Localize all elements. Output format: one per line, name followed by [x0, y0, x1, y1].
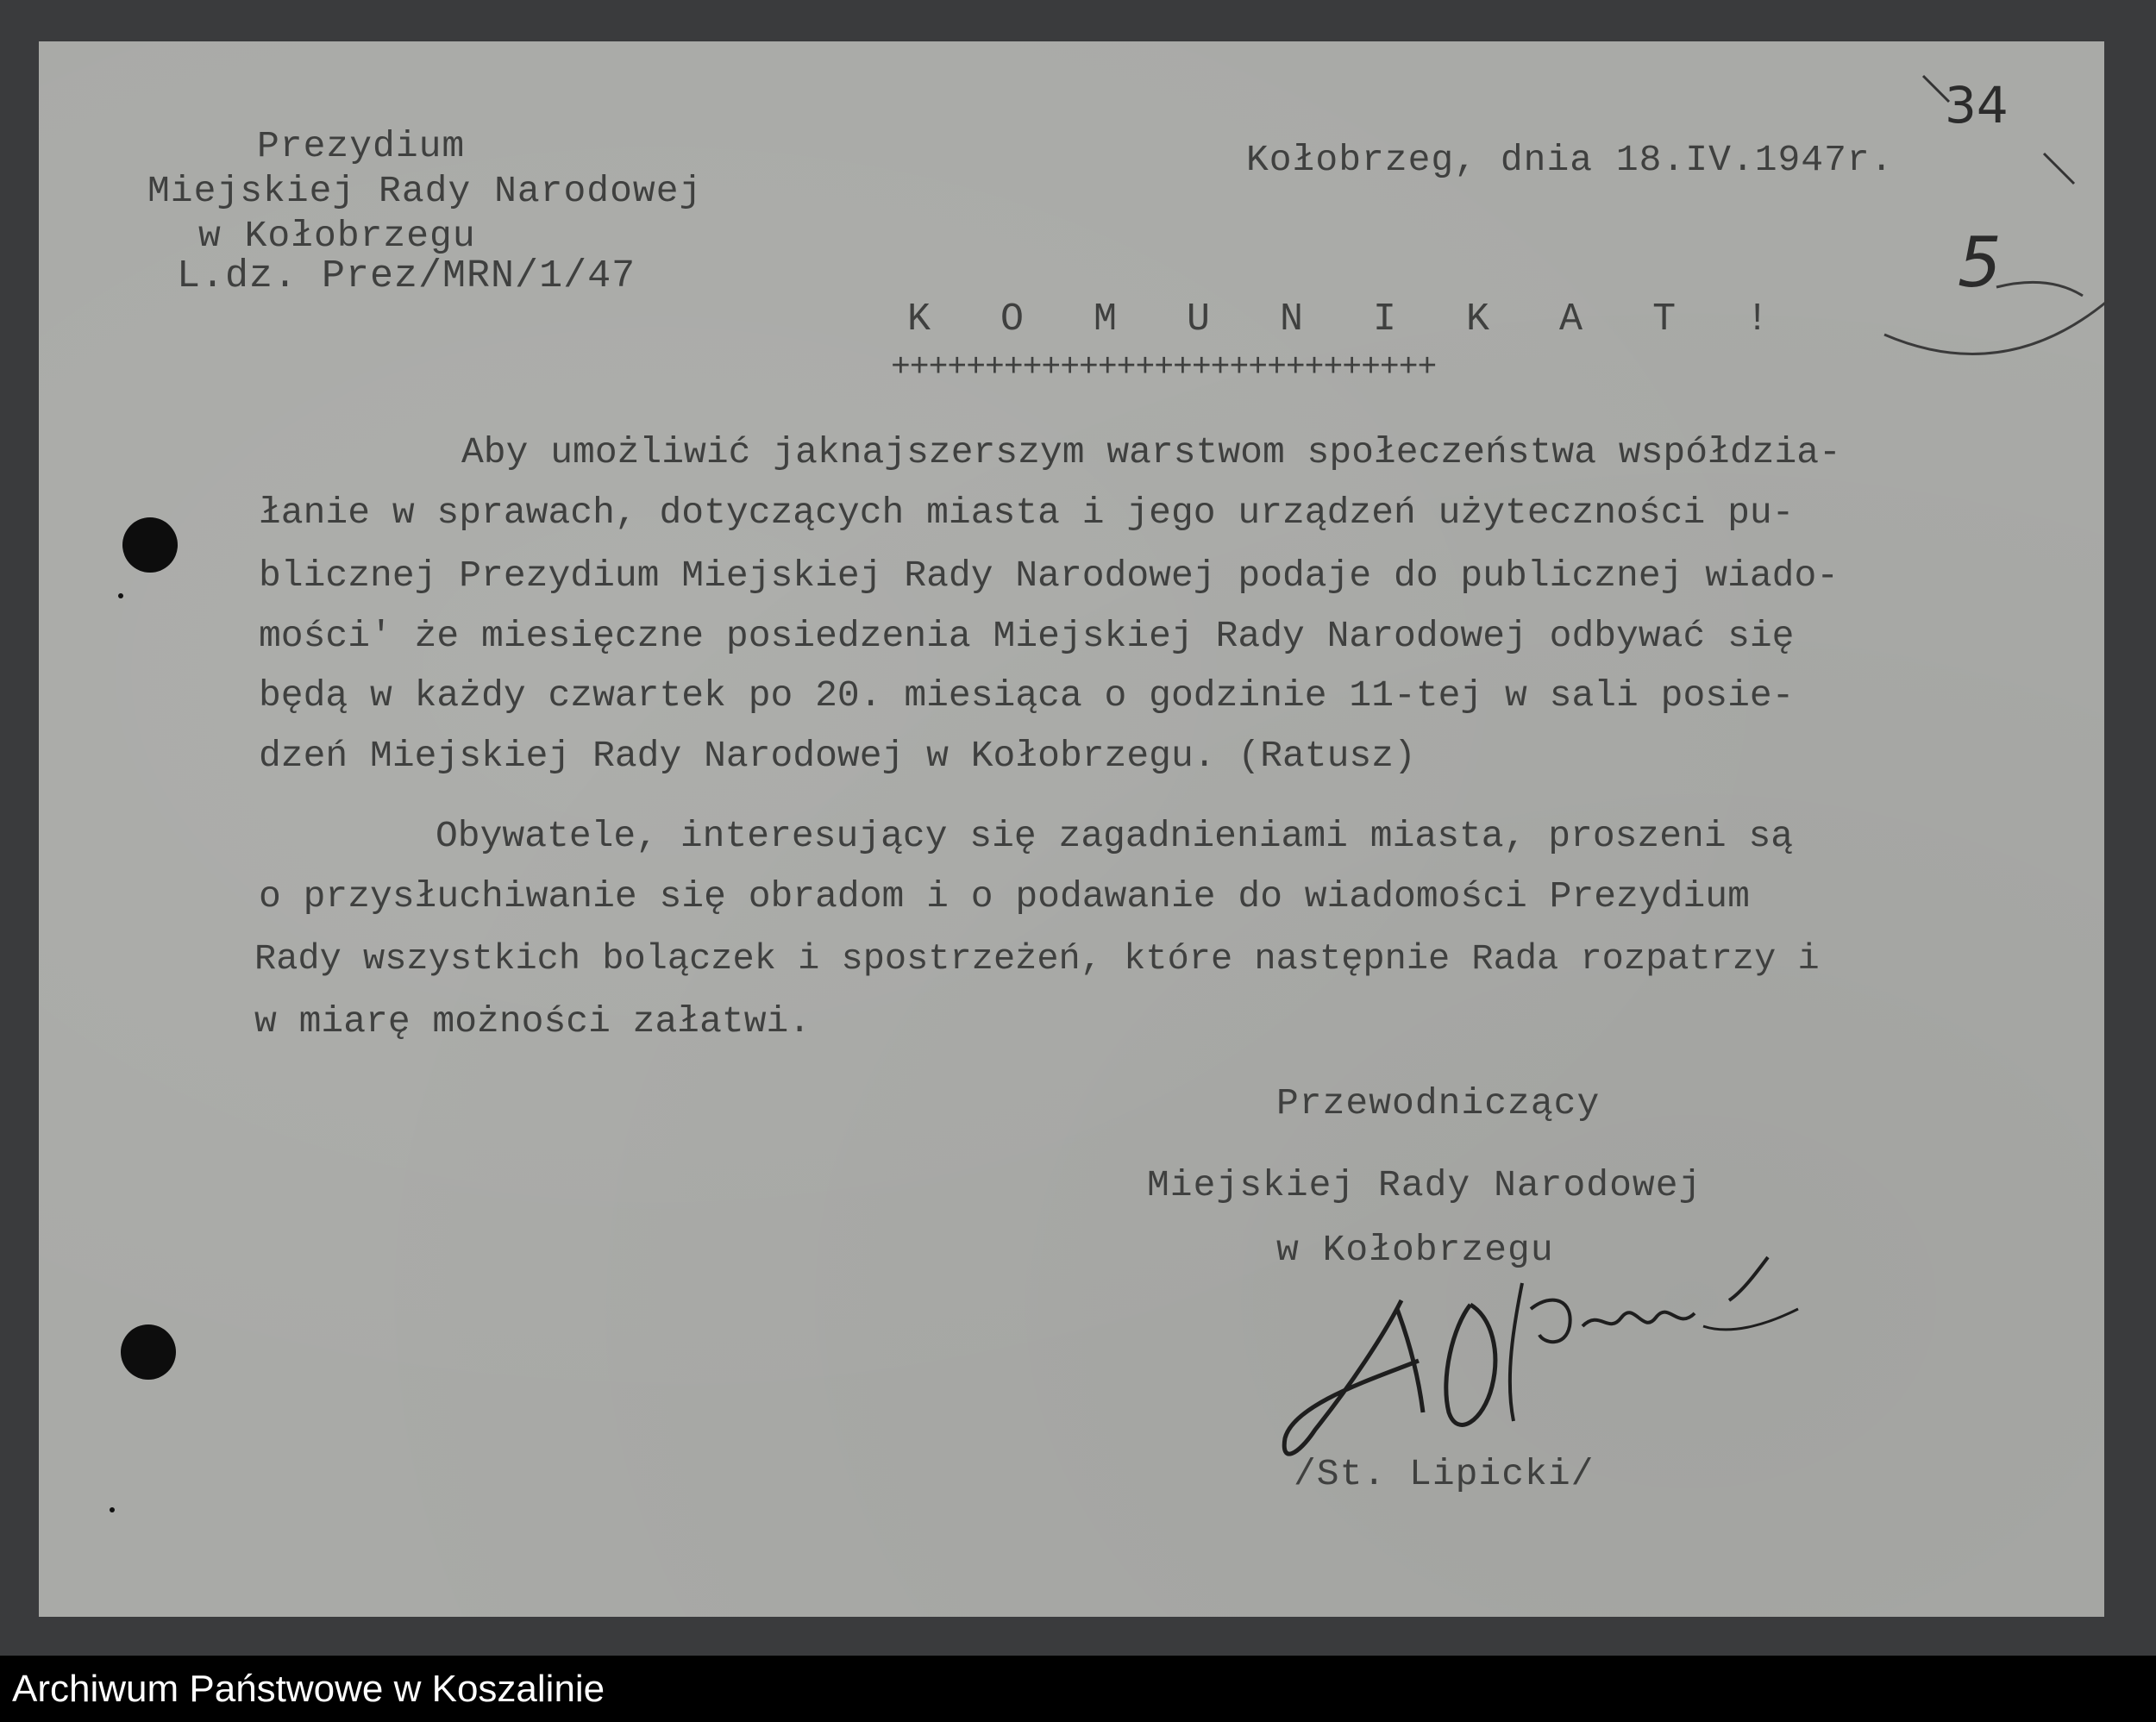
- sender-line-2: Miejskiej Rady Narodowej: [147, 170, 703, 212]
- sender-line-1: Prezydium: [257, 125, 466, 167]
- paper-mark: [118, 593, 123, 598]
- document-paper: [39, 41, 2104, 1617]
- signatory-name: /St. Lipicki/: [1294, 1453, 1595, 1495]
- punch-hole-lower: [121, 1324, 176, 1380]
- page-number-annotation: 34: [1945, 76, 2009, 135]
- punch-hole-upper: [122, 517, 178, 573]
- body-line: Rady wszystkich bolączek i spostrzeżeń, które następnie Rada rozpatrzy i: [254, 938, 1820, 980]
- body-line: dzeń Miejskiej Rady Narodowej w Kołobrzegu. (Ratusz): [259, 735, 1416, 777]
- archive-footer: [0, 1656, 2156, 1722]
- folio-number-annotation: 5: [1958, 222, 2002, 303]
- body-line: łanie w sprawach, dotyczących miasta i jego urządzeń użyteczności pu-: [259, 492, 1795, 534]
- body-line: Obywatele, interesujący się zagadnieniami miasta, proszeni są: [436, 815, 1794, 857]
- paper-mark: [110, 1507, 115, 1512]
- signatory-title: Przewodniczący: [1276, 1082, 1601, 1124]
- body-line: mości' że miesięczne posiedzenia Miejskiej Rady Narodowej odbywać się: [259, 615, 1795, 657]
- folio-pencil-stroke: [1850, 214, 2126, 386]
- body-line: będą w każdy czwartek po 20. miesiąca o godzinie 11-tej w sali posie-: [259, 674, 1795, 717]
- handwritten-signature: [1246, 1205, 1850, 1490]
- body-line: blicznej Prezydium Miejskiej Rady Narodowej podaje do publicznej wiado-: [259, 554, 1839, 597]
- sender-line-3: w Kołobrzegu: [198, 215, 476, 257]
- body-line: o przysłuchiwanie się obradom i o podawanie do wiadomości Prezydium: [259, 875, 1750, 917]
- body-line: w miarę możności załatwi.: [254, 1000, 812, 1043]
- title-underline: +++++++++++++++++++++++++++++: [891, 349, 1437, 386]
- signatory-line-3: w Kołobrzegu: [1276, 1229, 1554, 1271]
- document-title: K O M U N I K A T !: [907, 297, 1793, 341]
- archive-name: Archiwum Państwowe w Koszalinie: [12, 1668, 605, 1710]
- body-line: Aby umożliwić jaknajszerszym warstwom społeczeństwa współdzia-: [461, 431, 1841, 473]
- corner-pencil-stroke: [1915, 67, 2104, 205]
- reference-number: L.dz. Prez/MRN/1/47: [177, 254, 636, 298]
- date-line: Kołobrzeg, dnia 18.IV.1947r.: [1246, 139, 1894, 181]
- signatory-line-2: Miejskiej Rady Narodowej: [1147, 1164, 1702, 1206]
